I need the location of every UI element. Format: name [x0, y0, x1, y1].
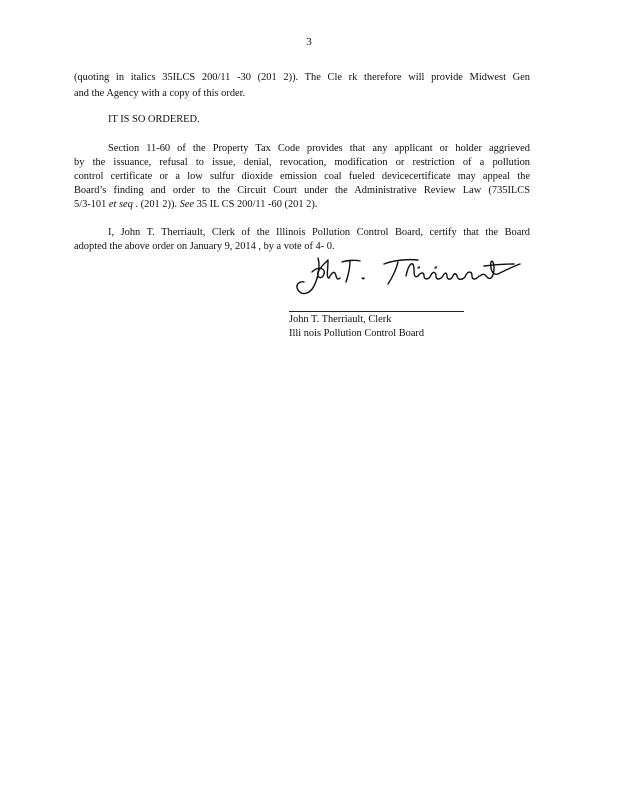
handwritten-signature: [288, 250, 528, 302]
signatory-name-title: John T. Therriault, Clerk: [289, 314, 392, 325]
paragraph1-line1: (quoting in italics 35ILCS 200/11 -30 (201 2)). The Cle rk therefore will provide Midwest Gen: [74, 72, 530, 83]
certification-line1: I, John T. Therriault, Clerk of the Illinois Pollution Control Board, certify that the Board: [108, 227, 530, 238]
see-signal: See: [179, 199, 195, 210]
paragraph2-line4: Board’s finding and order to the Circuit Court under the Administrative Review Law (735ILCS: [74, 185, 530, 196]
signature-line: [289, 311, 464, 312]
et-seq: et seq: [108, 199, 133, 210]
signatory-organization: Illi nois Pollution Control Board: [289, 328, 425, 339]
paragraph1-line2: and the Agency with a copy of this order.: [74, 88, 246, 99]
see-cite: 35 IL CS 200/11 -60 (201 2).: [194, 199, 318, 210]
paragraph2-line1: Section 11-60 of the Property Tax Code provides that any applicant or holder aggrieved: [108, 143, 530, 154]
paragraph2-line2: by the issuance, refusal to issue, denial, revocation, modification or restriction of a pollution: [74, 157, 530, 168]
so-ordered: IT IS SO ORDERED.: [108, 114, 200, 125]
year-cite: . (201 2)).: [132, 199, 180, 210]
page-number: 3: [306, 36, 312, 48]
certification-line2: adopted the above order on January 9, 2014 , by a vote of 4- 0.: [74, 241, 335, 252]
paragraph2-line5: [74, 199, 317, 210]
paragraph2-line3: control certificate or a low sulfur dioxide emission coal fueled devicecertificate may appeal the: [74, 171, 530, 182]
statute-cite: 5/3-101: [74, 199, 109, 210]
